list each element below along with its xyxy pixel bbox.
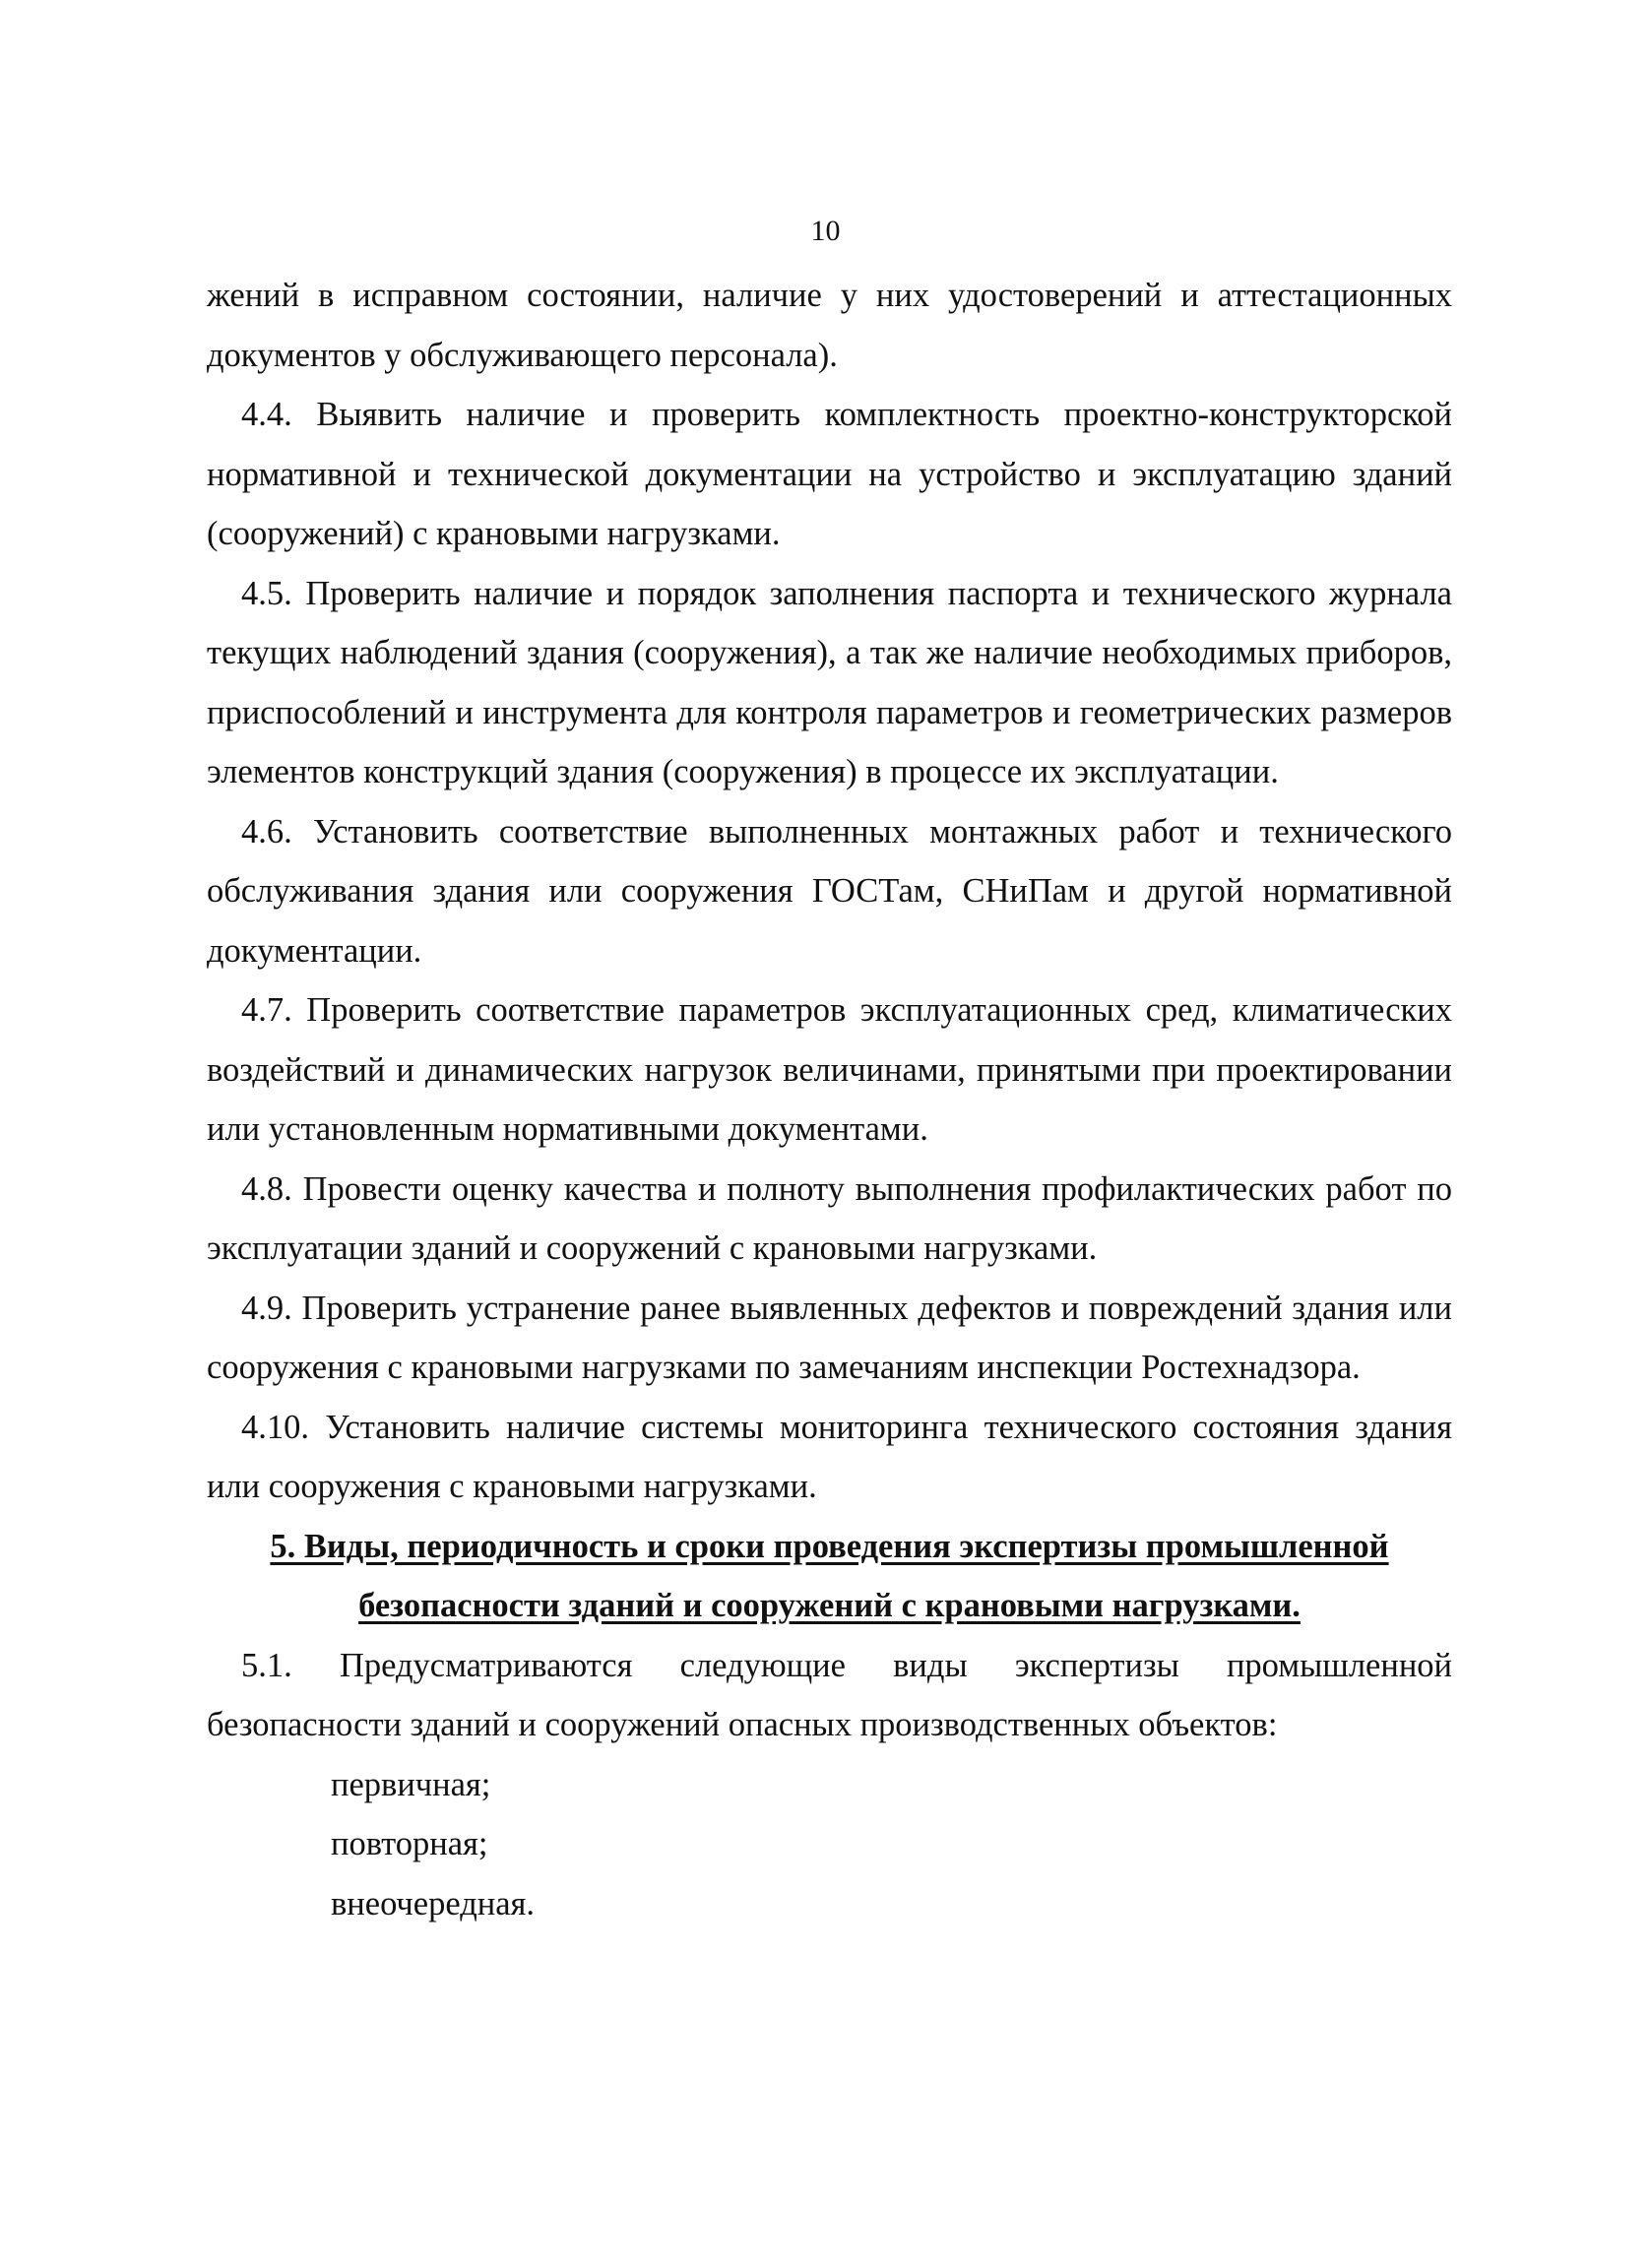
- document-body: [207, 266, 1452, 1933]
- section-5-heading-line-2: безопасности зданий и сооружений с крановыми нагрузками.: [358, 1587, 1301, 1624]
- page-number: 10: [810, 215, 841, 247]
- paragraph-4-4: 4.4. Выявить наличие и проверить комплектность проектно-конструкторской нормативной и технической документации на устройство и эксплуатацию зданий (сооружений) с крановыми нагрузками.: [207, 396, 1452, 552]
- paragraph-4-8: 4.8. Провести оценку качества и полноту выполнения профилактических работ по эксплуатации зданий и сооружений с крановыми нагрузками.: [207, 1169, 1452, 1267]
- paragraph-4-7: 4.7. Проверить соответствие параметров эксплуатационных сред, климатических воздействий и динамических нагрузок величинами, принятыми при проектировании или установленным нормативными документами.: [207, 991, 1452, 1148]
- section-5-heading-line-1: 5. Виды, периодичность и сроки проведения экспертизы промышленной: [270, 1527, 1389, 1565]
- paragraph-5-1: 5.1. Предусматриваются следующие виды экспертизы промышленной безопасности зданий и сооружений опасных производственных объектов:: [207, 1646, 1452, 1743]
- paragraph-continuation: жений в исправном состоянии, наличие у них удостоверений и аттестационных документов у обслуживающего персонала).: [207, 277, 1452, 374]
- paragraph-4-9: 4.9. Проверить устранение ранее выявленных дефектов и повреждений здания или сооружения с крановыми нагрузками по замечаниям инспекции Ростехнадзора.: [207, 1289, 1452, 1386]
- list-item: первичная;: [331, 1765, 491, 1803]
- list-item: внеочередная.: [331, 1884, 536, 1922]
- paragraph-4-5: 4.5. Проверить наличие и порядок заполнения паспорта и технического журнала текущих наблюдений здания (сооружения), а так же наличие необходимых приборов, приспособлений и инструмента для контроля параметров и геометрических размеров элементов конструкций здания (сооружения) в процессе их эксплуатации.: [207, 574, 1452, 790]
- list-item: повторная;: [331, 1825, 488, 1862]
- paragraph-4-10: 4.10. Установить наличие системы мониторинга технического состояния здания или сооружения с крановыми нагрузками.: [207, 1408, 1452, 1505]
- paragraph-4-6: 4.6. Установить соответствие выполненных монтажных работ и технического обслуживания здания или сооружения ГОСТам, СНиПам и другой нормативной документации.: [207, 812, 1452, 970]
- expertise-types-list: [207, 1755, 1452, 1934]
